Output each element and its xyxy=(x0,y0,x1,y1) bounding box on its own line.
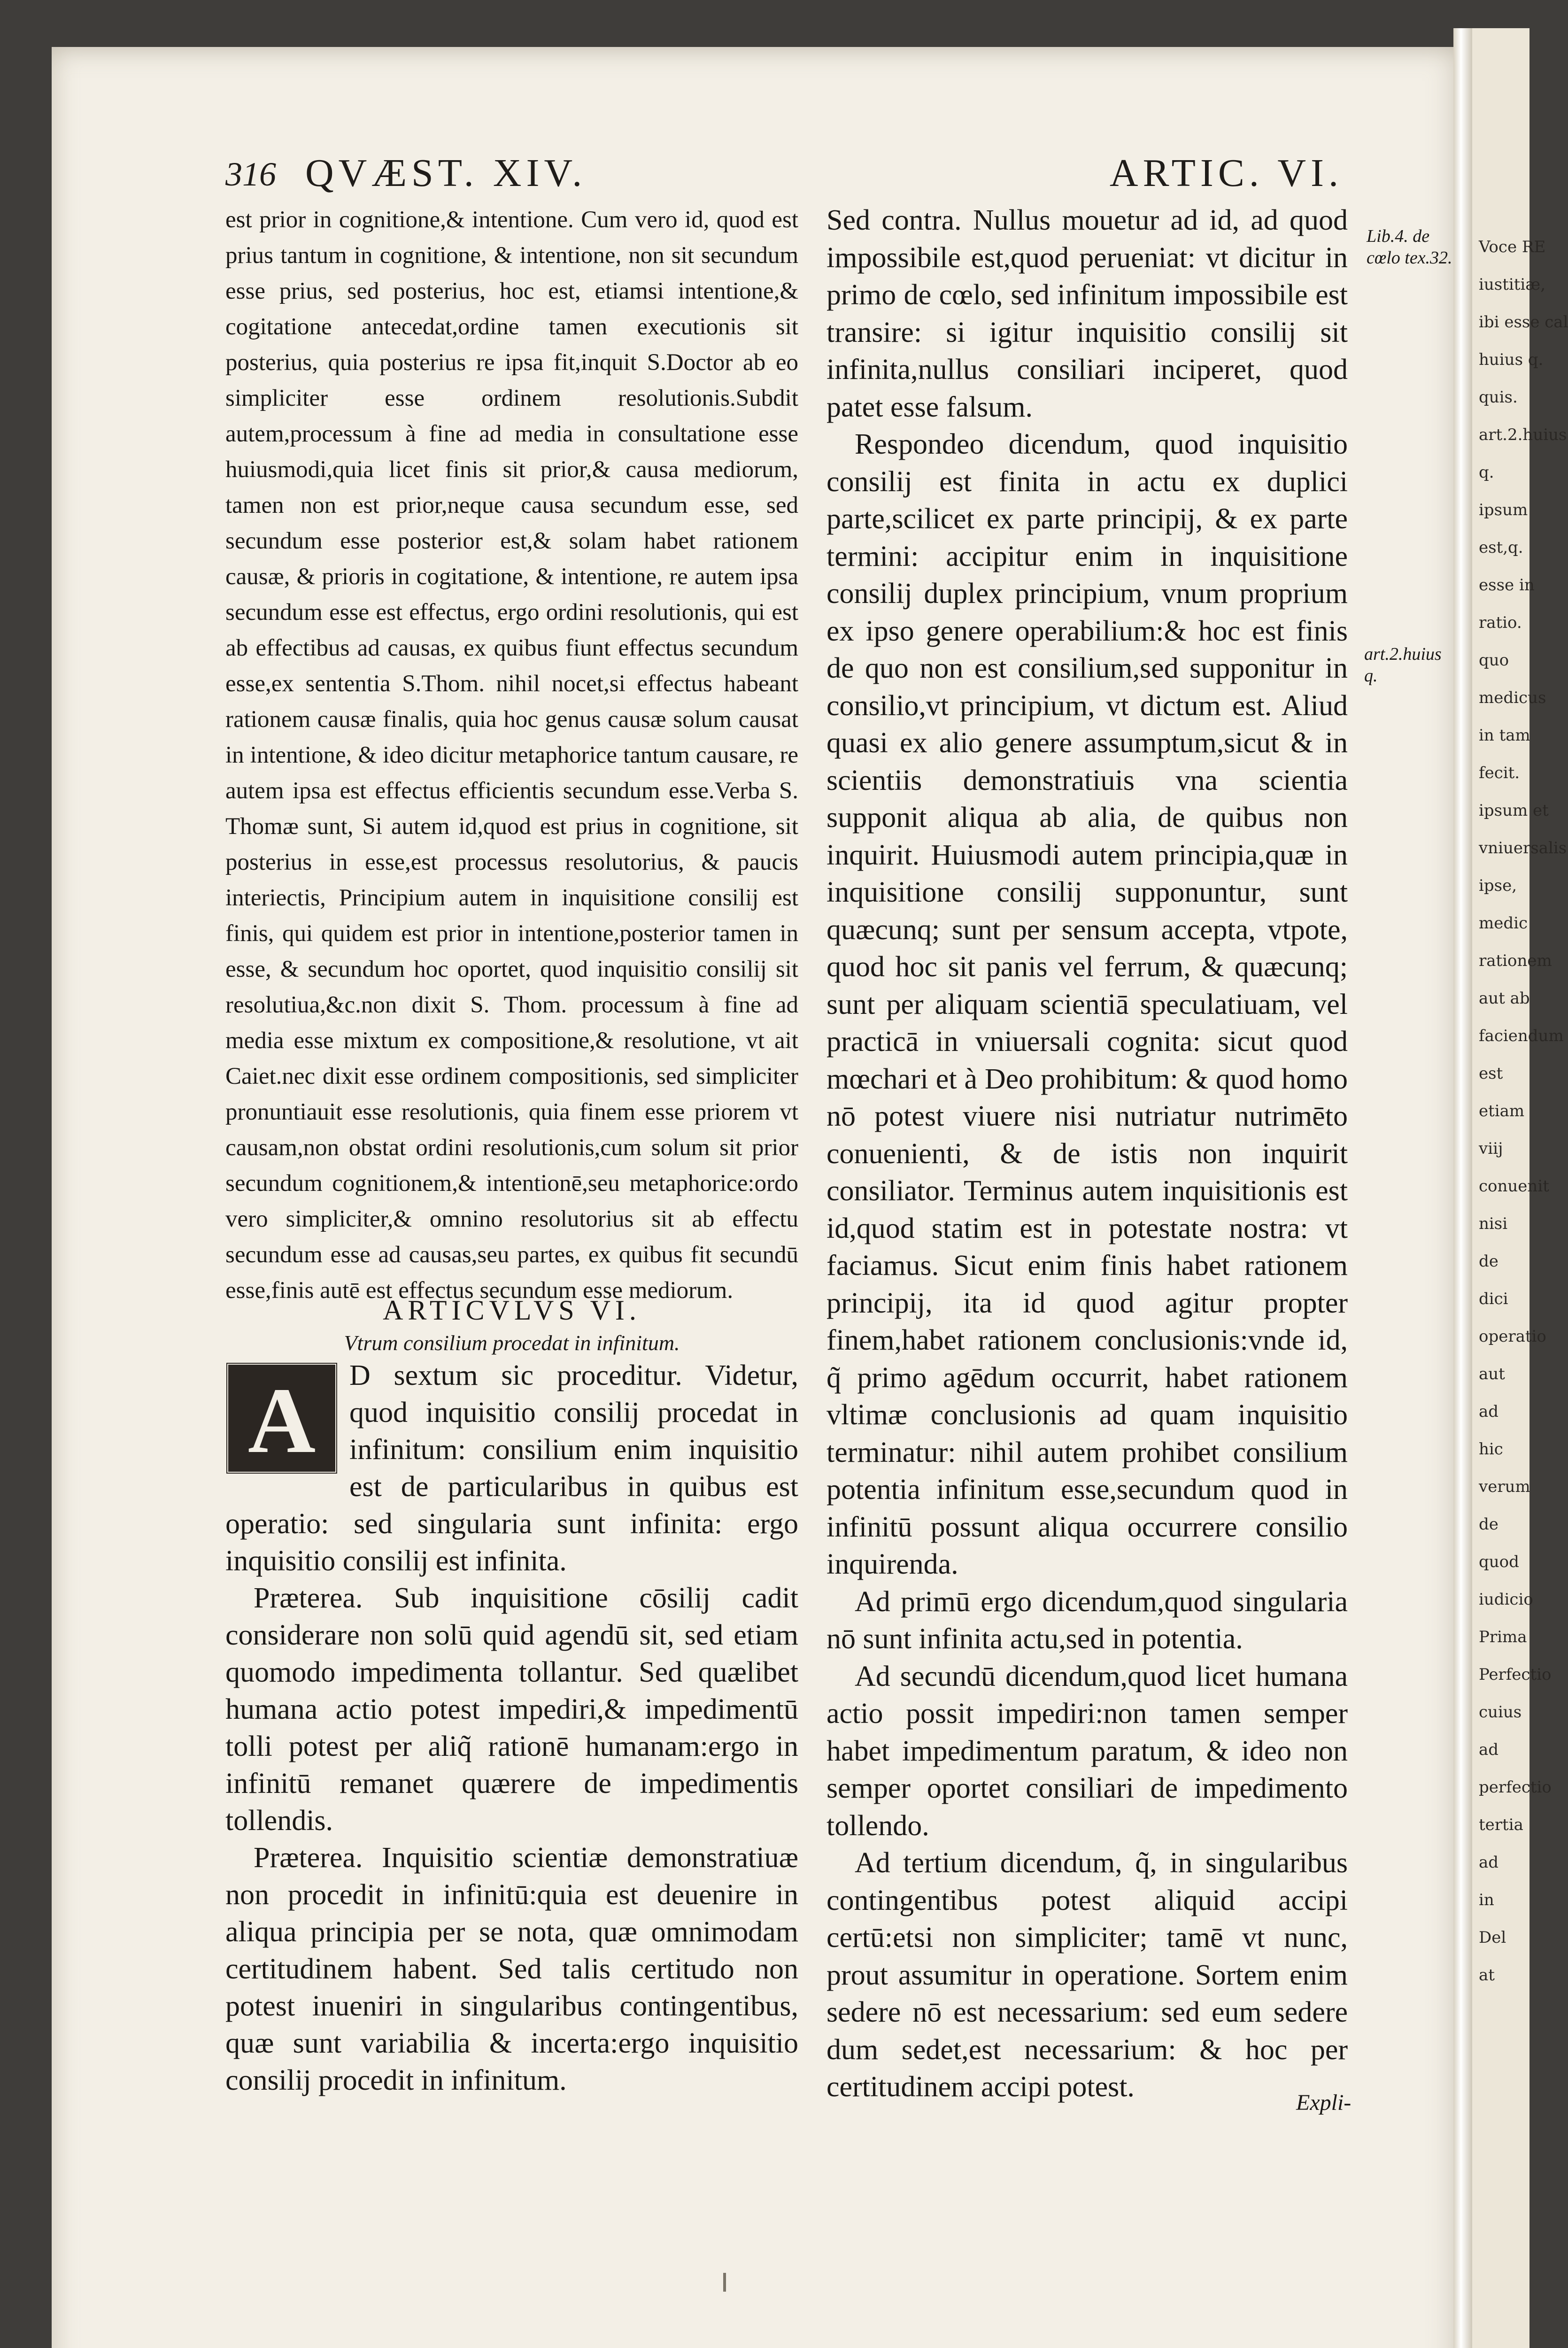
adjacent-page-fragment: ipsum xyxy=(1479,501,1528,519)
gutter-mark xyxy=(723,2273,726,2292)
running-head xyxy=(225,150,1343,202)
adjacent-page-fragment: medicus xyxy=(1479,688,1546,707)
adjacent-page-fragment: aut ab xyxy=(1479,989,1530,1008)
adjacent-page-fragment: dici xyxy=(1479,1290,1508,1308)
adjacent-page-fragment: iudicio xyxy=(1479,1590,1533,1609)
adjacent-page-fragment: quis. xyxy=(1479,388,1518,407)
catchword: Expli- xyxy=(1296,2090,1352,2115)
adjacent-page-fragment: perfectio xyxy=(1479,1778,1552,1797)
reply-paragraph: Ad primū ergo dicendum,quod singularia nō sunt infinita actu,sed in potentia. xyxy=(826,1585,1348,1655)
adjacent-page-fragment: ad xyxy=(1479,1853,1499,1872)
adjacent-page-fragment: vniuersalis xyxy=(1479,839,1567,857)
adjacent-page-fragment: etiam xyxy=(1479,1102,1525,1120)
adjacent-page-fragment: est xyxy=(1479,1064,1503,1083)
adjacent-page-fragment: Perfectio xyxy=(1479,1665,1552,1684)
adjacent-page-fragment: at xyxy=(1479,1966,1495,1985)
adjacent-page-fragment: faciendum xyxy=(1479,1027,1564,1045)
adjacent-page xyxy=(1472,28,1568,2348)
adjacent-page-fragment: est,q. xyxy=(1479,538,1523,557)
sed-contra-paragraph: Sed contra. Nullus mouetur ad id, ad quod impossibile est,quod perueniat: vt dicitur in primo de cœlo, sed infinitum impossibile est transire: si igitur inquisitio consilij sit infinita,nullus consiliari inciperet, quod patet esse falsum. xyxy=(826,204,1348,423)
adjacent-page-fragment: de xyxy=(1479,1252,1498,1271)
commentary-text: est prior in cognitione,& intentione. Cum vero id, quod est prius tantum in cognitione, & intentione, non sit secundum esse prius, sed posterius, hoc est, etiamsi intentione,& cogitatione antecedat,ordine tamen executionis sit posterius, quia posterius re ipsa fit,inquit S.Doctor ab eo simpliciter esse ordinem resolutionis.Subdit autem,processum à fine ad media in consultatione esse huiusmodi,quia licet finis sit prior,& causa mediorum, tamen non est prior,neque causa secundum esse, sed secundum esse posterior est,& solam habet rationem causæ, & prioris in cogitatione, & intentione, re autem ipsa secundum esse est effectus, ergo ordini resolutionis, qui est ab effectibus ad causas, ex quibus fiunt effectus secundum esse,ex sententia S.Thom. nihil nocet,si effectus habeant rationem causæ finalis, quia hoc genus causæ solum causat in intentione, & ideo dicitur metaphorice tantum causare, re autem ipsa est effectus efficientis secundum esse.Verba S. Thomæ sunt, Si autem id,quod est prius in cognitione, sit posterius in esse,est processus resolutorius, & paucis interiectis, Principium autem in inquisitione consilij est finis, qui quidem est prior in intentione,posterior tamen in esse, & secundum hoc oportet, quod inquisitio consilij sit resolutiua,&c.non dixit S. Thom. processum à fine ad media esse mixtum ex compositione,& resolutione, vt ait Caiet.nec dixit esse ordinem compositionis, sed simpliciter pronuntiauit esse resolutionis, quia finem esse priorem vt causam,non obstat ordini resolutionis,cum solum sit prior secundum cognitionem,& intentionē,seu metaphorice:ordo vero simpliciter,& omnino resolutorius sit ab effectu secundum esse ad causas,seu partes, ex quibus fit secundū esse,finis autē est effectus secundum esse mediorum. xyxy=(225,207,798,1304)
adjacent-page-fragment: operatio xyxy=(1479,1327,1546,1346)
adjacent-page-fragment: quo xyxy=(1479,651,1509,670)
decorated-initial: A xyxy=(225,1362,338,1475)
adjacent-page-fragment: conuenit xyxy=(1479,1177,1549,1196)
adjacent-page-fragment: ratio. xyxy=(1479,613,1522,632)
adjacent-page-fragment: verum xyxy=(1479,1477,1530,1496)
article-subtitle: Vtrum consilium procedat in infinitum. xyxy=(344,1331,680,1355)
adjacent-page-fragment: q. xyxy=(1479,463,1494,482)
reply-paragraph: Ad secundū dicendum,quod licet humana actio possit impediri:non tamen semper habet impedimentum paratum, & ideo non semper oportet consiliari de impedimento tollendo. xyxy=(826,1660,1348,1842)
adjacent-page-fragment: in xyxy=(1479,1891,1494,1909)
adjacent-page-fragment: viij xyxy=(1479,1139,1503,1158)
adjacent-page-fragment: ad xyxy=(1479,1402,1499,1421)
respondeo-paragraph: Respondeo dicendum, quod inquisitio consilij est finita in actu ex duplici parte,scilicet ex parte principij, & ex parte termini: accipitur enim in inquisitione consilij duplex principium, vnum proprium ex ipso genere operabilium:& hoc est finis de quo non est consilium,sed supponitur in consilio,vt principium, vt dictum est. Aliud quasi ex alio genere assumptum,sicut & in scientiis demonstratiuis vna scientia supponit aliqua ab alia, de quibus non inquirit. Huiusmodi autem principia,quæ in inquisitione consilij supponuntur, sunt quæcunq; sunt per sensum accepta, vtpote, quod hoc sit panis vel ferrum, & quæcunq; sunt per aliquam scientiā speculatiuam, vel practicā in vniuersali cognita: sicut quod mœchari et à Deo prohibitum: & quod homo nō potest viuere nisi nutriatur nutrimēto conuenienti, & de istis non inquirit consiliator. Terminus autem inquisitionis est id,quod statim est in potestate nostra: vt faciamus. Sicut enim finis habet rationem principij, ita id quod agitur propter finem,habet rationem conclusionis:vnde id, q̃ primo agēdum occurrit, habet rationem vltimæ conclusionis ad quam inquisitio terminatur: nihil autem prohibet consilium potentia infinitum esse,secundum quod in infinitū possunt aliqua occurrere consilio inquirenda. xyxy=(826,428,1348,1580)
article-paragraph: Præterea. Sub inquisitione cōsilij cadit considerare non solū quid agendū sit, sed etiam quomodo impedimenta tollantur. Sed quælibet humana actio potest impediri,& impedimentū tolli potest per aliq̃ rationē humanam:ergo in infinitū remanet quærere de impedimentis tollendis. xyxy=(225,1582,798,1837)
left-column-commentary xyxy=(225,202,798,1308)
adjacent-page-fragment: de xyxy=(1479,1515,1498,1534)
right-column xyxy=(826,202,1348,2106)
adjacent-page-fragment: in tam xyxy=(1479,726,1530,745)
page-number: 316 xyxy=(225,155,276,193)
adjacent-page-fragment: cuius xyxy=(1479,1703,1522,1722)
adjacent-page-fragment: quod xyxy=(1479,1552,1519,1571)
running-head-question: QVÆST. XIV. xyxy=(305,151,587,195)
left-column-article xyxy=(225,1291,798,2099)
adjacent-page-fragment: ipsum et xyxy=(1479,801,1549,820)
adjacent-page-fragment: aut xyxy=(1479,1365,1505,1383)
article-paragraph: D sextum sic proceditur. Videtur, quod inquisitio consilij procedat in infinitum: consilium enim inquisitio est de particularibus in quibus est operatio: sed singularia sunt infinita: ergo inquisitio consilij est infinita. xyxy=(225,1359,798,1577)
adjacent-page-fragment: ibi esse cal xyxy=(1479,313,1568,332)
adjacent-page-fragment: ipse, xyxy=(1479,876,1517,895)
margin-note: Lib.4. de cœlo tex.32. xyxy=(1367,226,1452,268)
article-title: ARTICVLVS VI. xyxy=(383,1295,641,1326)
adjacent-page-fragment: nisi xyxy=(1479,1214,1508,1233)
adjacent-page-fragment: medic xyxy=(1479,914,1528,933)
adjacent-page-fragment: huius q. xyxy=(1479,350,1544,369)
adjacent-page-fragment: Del xyxy=(1479,1928,1506,1947)
adjacent-page-fragment: Prima xyxy=(1479,1628,1527,1646)
adjacent-page-fragment: fecit. xyxy=(1479,764,1520,782)
adjacent-page-fragment: iustitiæ, xyxy=(1479,275,1546,294)
reply-paragraph: Ad tertium dicendum, q̃, in singularibus contingentibus potest aliquid accipi certū:etsi non simpliciter; tamē vt nunc, prout assumitur in operatione. Sortem enim sedere nō est necessarium: sed eum sedere dum sedet,est necessarium: & hoc per certitudinem accipi potest. xyxy=(826,1847,1348,2103)
adjacent-page-fragment: esse in xyxy=(1479,576,1535,595)
adjacent-page-fragment: Voce RE xyxy=(1479,238,1546,256)
adjacent-page-fragment: ad xyxy=(1479,1740,1499,1759)
adjacent-page-fragment: art.2.huius xyxy=(1479,425,1567,444)
margin-note: art.2.huius q. xyxy=(1364,644,1442,686)
book-gutter xyxy=(1453,28,1472,2348)
adjacent-page-fragment: hic xyxy=(1479,1440,1503,1459)
running-head-article: ARTIC. VI. xyxy=(1109,151,1343,195)
adjacent-page-fragment: tertia xyxy=(1479,1815,1523,1834)
article-paragraph: Præterea. Inquisitio scientiæ demonstratiuæ non procedit in infinitū:quia est deuenire in aliqua principia per se nota, quæ omnimodam certitudinem habent. Sed talis certitudo non potest inueniri in singularibus contingentibus, quæ sunt variabilia & incerta:ergo inquisitio consilij procedit in infinitum. xyxy=(225,1842,798,2096)
adjacent-page-fragment: rationem xyxy=(1479,951,1552,970)
